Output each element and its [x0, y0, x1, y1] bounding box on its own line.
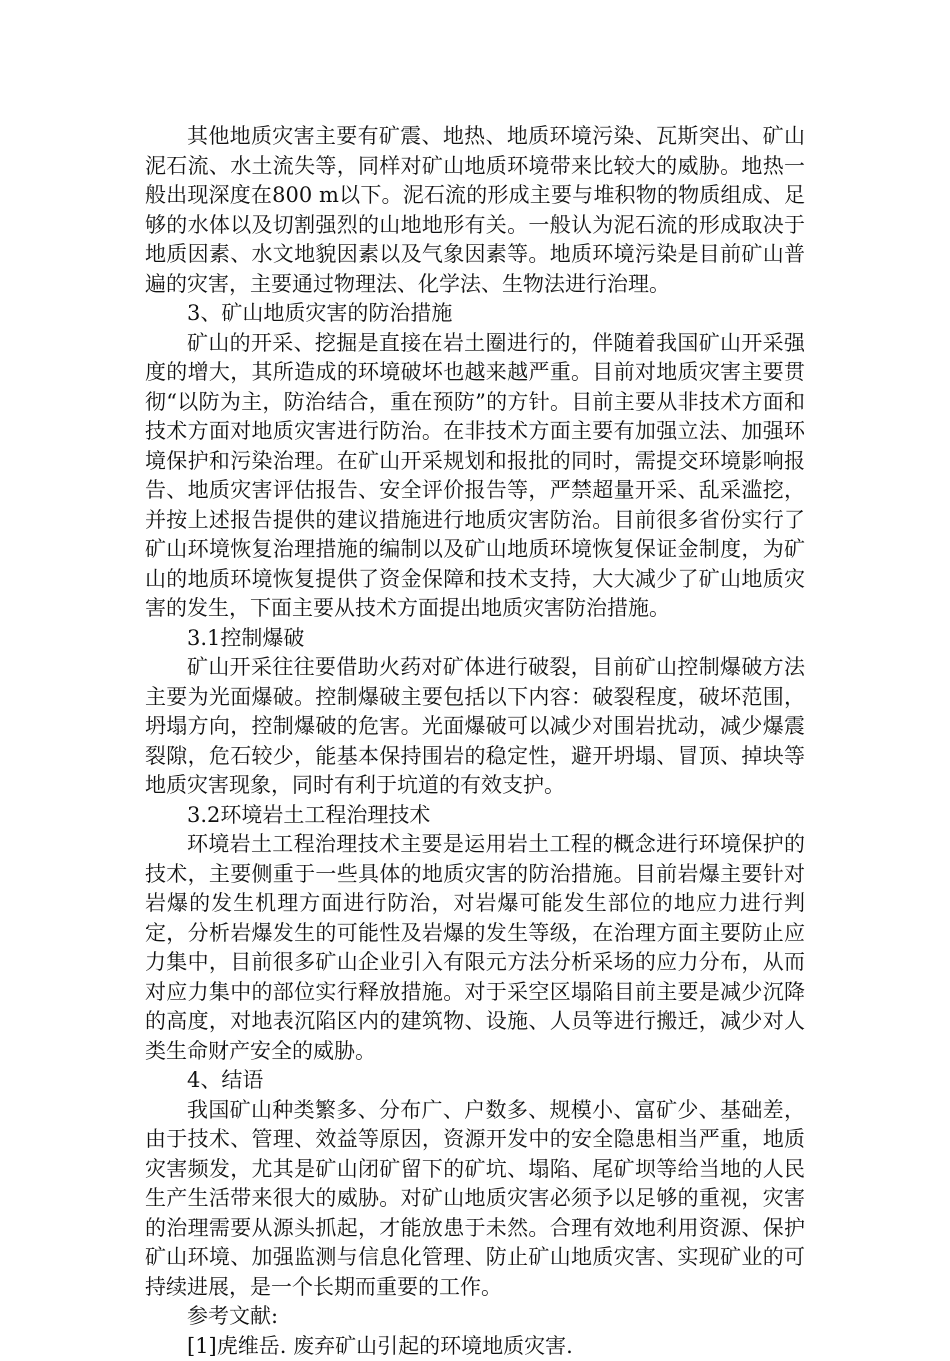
paragraph-geotechnical-treatment: 环境岩土工程治理技术主要是运用岩土工程的概念进行环境保护的技术，主要侧重于一些具体的地质灾害的防治措施。目前岩爆主要针对岩爆的发生机理方面进行防治，对岩爆可能发生部位的地应力进行判定，分析岩爆发生的可能性及岩爆的发生等级，在治理方面主要防止应力集中，目前很多矿山企业引入有限元方法分析采场的应力分布，从而对应力集中的部位实行释放措施。对于采空区塌陷目前主要是减少沉降的高度，对地表沉陷区内的建筑物、设施、人员等进行搬迁，减少对人类生命财产安全的威胁。 — [145, 830, 805, 1066]
paragraph-other-hazards: 其他地质灾害主要有矿震、地热、地质环境污染、瓦斯突出、矿山泥石流、水土流失等，同样对矿山地质环境带来比较大的威胁。地热一般出现深度在800 m以下。泥石流的形成主要与堆积物的物质组成、足够的水体以及切割强烈的山地地形有关。一般认为泥石流的形成取决于地质因素、水文地貌因素以及气象因素等。地质环境污染是目前矿山普遍的灾害，主要通过物理法、化学法、生物法进行治理。 — [145, 122, 805, 299]
paragraph-conclusion: 我国矿山种类繁多、分布广、户数多、规模小、富矿少、基础差，由于技术、管理、效益等原因，资源开发中的安全隐患相当严重，地质灾害频发，尤其是矿山闭矿留下的矿坑、塌陷、尾矿坝等给当地的人民生产生活带来很大的威胁。对矿山地质灾害必须予以足够的重视，灾害的治理需要从源头抓起，才能放患于未然。合理有效地利用资源、保护矿山环境、加强监测与信息化管理、防止矿山地质灾害、实现矿业的可持续进展，是一个长期而重要的工作。 — [145, 1096, 805, 1303]
document-page — [145, 122, 805, 1361]
heading-references: 参考文献: — [145, 1302, 805, 1332]
heading-conclusion: 4、结语 — [145, 1066, 805, 1096]
paragraph-controlled-blasting: 矿山开采往往要借助火药对矿体进行破裂，目前矿山控制爆破方法主要为光面爆破。控制爆破主要包括以下内容：破裂程度，破坏范围，坍塌方向，控制爆破的危害。光面爆破可以减少对围岩扰动，减少爆震裂隙，危石较少，能基本保持围岩的稳定性，避开坍塌、冒顶、掉块等地质灾害现象，同时有利于坑道的有效支护。 — [145, 653, 805, 801]
reference-item: [1]虎维岳. 废弃矿山引起的环境地质灾害. — [145, 1332, 805, 1361]
paragraph-prevention-overview: 矿山的开采、挖掘是直接在岩土圈进行的，伴随着我国矿山开采强度的增大，其所造成的环境破坏也越来越严重。目前对地质灾害主要贯彻“以防为主，防治结合，重在预防”的方针。目前主要从非技术方面和技术方面对地质灾害进行防治。在非技术方面主要有加强立法、加强环境保护和污染治理。在矿山开采规划和报批的同时，需提交环境影响报告、地质灾害评估报告、安全评价报告等，严禁超量开采、乱采滥挖，并按上述报告提供的建议措施进行地质灾害防治。目前很多省份实行了矿山环境恢复治理措施的编制以及矿山地质环境恢复保证金制度，为矿山的地质环境恢复提供了资金保障和技术支持，大大减少了矿山地质灾害的发生，下面主要从技术方面提出地质灾害防治措施。 — [145, 329, 805, 624]
heading-geotechnical-treatment: 3.2环境岩土工程治理技术 — [145, 801, 805, 831]
heading-prevention-measures: 3、矿山地质灾害的防治措施 — [145, 299, 805, 329]
heading-controlled-blasting: 3.1控制爆破 — [145, 624, 805, 654]
